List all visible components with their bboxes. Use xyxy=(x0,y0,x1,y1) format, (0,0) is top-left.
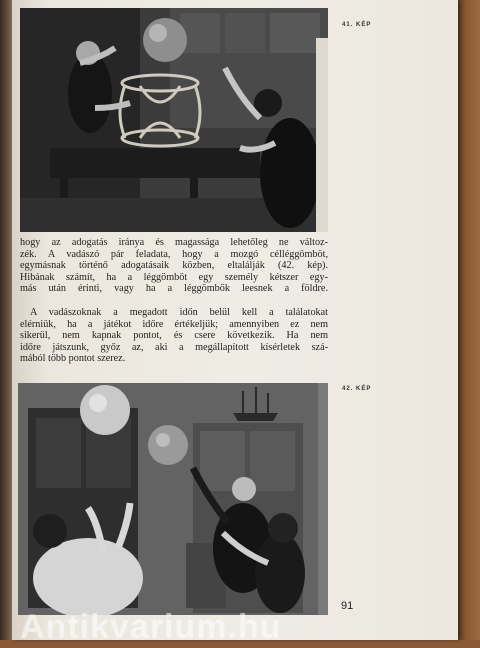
text-line: elérniük, ha a játékot időre értékeljük; amennyiben ez nem xyxy=(20,318,328,330)
body-paragraph-2 xyxy=(20,307,328,365)
text-line: Hibának számít, ha a léggömböt egy személy kétszer egy- xyxy=(20,271,328,283)
text-line: egymásnak történő adogatásaik közben, eltalálják (42. kép). xyxy=(20,260,328,272)
photo-figure-41 xyxy=(20,8,328,232)
text-line: más után érinti, vagy ha a léggömbök leesnek a földre. xyxy=(20,283,328,295)
text-line: sikerül, nem kapnak pontot, és csere következik. Ha nem xyxy=(20,330,328,342)
text-line: A vadászoknak a megadott időn belül kell a találatokat xyxy=(30,307,328,318)
text-line: időre játszunk, győz az, aki a megállapított kísérletek szá- xyxy=(20,341,328,353)
caption-figure-42: 42. KÉP xyxy=(342,386,372,392)
text-line: mából több pontot szerez. xyxy=(20,353,126,365)
photo-figure-42 xyxy=(18,383,328,615)
caption-figure-41: 41. KÉP xyxy=(342,22,372,28)
text-line: zék. A vadászó pár feladata, hogy a mozgó célléggömböt, xyxy=(20,248,328,260)
body-paragraph-1 xyxy=(20,237,328,295)
book-cover-edge xyxy=(458,0,480,640)
watermark-text: Antikvarium.hu xyxy=(20,608,282,646)
page-number: 91 xyxy=(341,600,354,612)
text-line: hogy az adogatás iránya és magassága lehetőleg ne változ- xyxy=(20,237,328,248)
